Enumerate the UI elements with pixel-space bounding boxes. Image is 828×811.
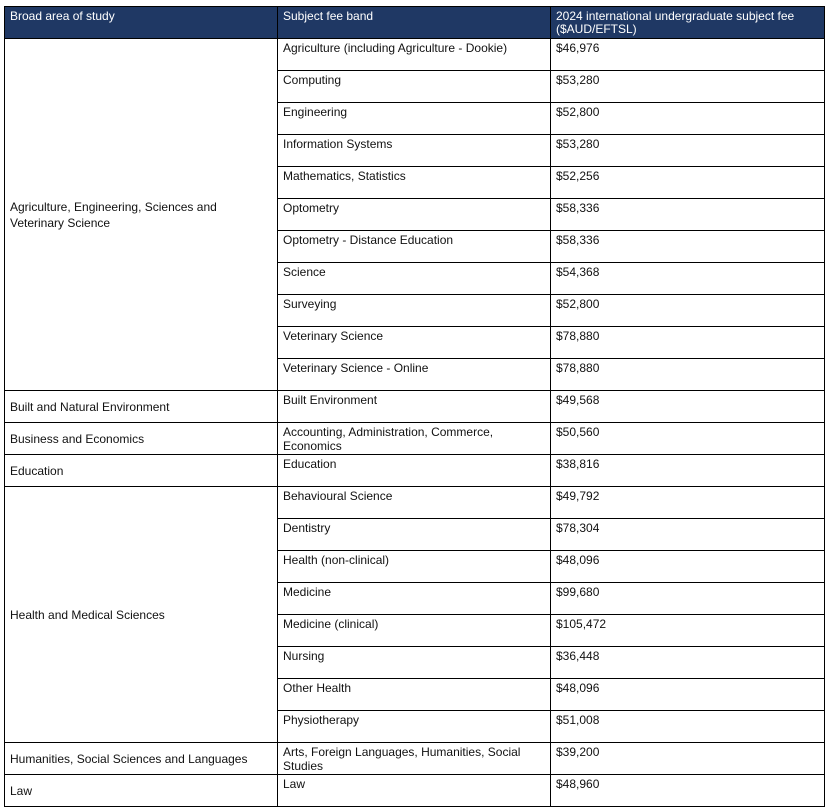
broad-area-cell: Agriculture, Engineering, Sciences and Veterinary Science [5,39,278,391]
fee-cell: $52,800 [551,295,825,327]
fee-cell: $36,448 [551,647,825,679]
fee-cell: $49,792 [551,487,825,519]
broad-area-cell: Education [5,455,278,487]
subject-fee-band-cell: Dentistry [278,519,551,551]
fee-cell: $48,096 [551,679,825,711]
fee-cell: $48,096 [551,551,825,583]
table-row [5,39,825,71]
fee-cell: $78,304 [551,519,825,551]
subject-fee-band-cell: Physiotherapy [278,711,551,743]
subject-fee-band-cell: Information Systems [278,135,551,167]
subject-fee-band-cell: Computing [278,71,551,103]
broad-area-cell: Law [5,775,278,807]
table-row [5,455,825,487]
subject-fee-band-cell: Agriculture (including Agriculture - Dookie) [278,39,551,71]
subject-fee-band-cell: Medicine (clinical) [278,615,551,647]
subject-fee-table [4,6,825,807]
subject-fee-band-cell: Education [278,455,551,487]
table-row [5,423,825,455]
header-fee: 2024 international undergraduate subject fee ($AUD/EFTSL) [551,7,825,39]
subject-fee-band-cell: Law [278,775,551,807]
fee-cell: $58,336 [551,231,825,263]
fee-cell: $48,960 [551,775,825,807]
subject-fee-band-cell: Surveying [278,295,551,327]
subject-fee-band-cell: Mathematics, Statistics [278,167,551,199]
subject-fee-band-cell: Optometry [278,199,551,231]
fee-cell: $78,880 [551,327,825,359]
fee-cell: $53,280 [551,135,825,167]
fee-cell: $105,472 [551,615,825,647]
broad-area-cell: Business and Economics [5,423,278,455]
fee-cell: $58,336 [551,199,825,231]
fee-cell: $54,368 [551,263,825,295]
subject-fee-band-cell: Optometry - Distance Education [278,231,551,263]
subject-fee-band-cell: Built Environment [278,391,551,423]
subject-fee-band-cell: Other Health [278,679,551,711]
fee-cell: $46,976 [551,39,825,71]
subject-fee-band-cell: Health (non-clinical) [278,551,551,583]
fee-cell: $39,200 [551,743,825,775]
subject-fee-band-cell: Science [278,263,551,295]
header-broad-area: Broad area of study [5,7,278,39]
fee-cell: $99,680 [551,583,825,615]
table-row [5,487,825,519]
subject-fee-band-cell: Veterinary Science - Online [278,359,551,391]
broad-area-cell: Humanities, Social Sciences and Languages [5,743,278,775]
subject-fee-band-cell: Nursing [278,647,551,679]
broad-area-cell: Health and Medical Sciences [5,487,278,743]
fee-cell: $53,280 [551,71,825,103]
fee-cell: $51,008 [551,711,825,743]
subject-fee-band-cell: Veterinary Science [278,327,551,359]
table-row [5,775,825,807]
subject-fee-band-cell: Arts, Foreign Languages, Humanities, Social Studies [278,743,551,775]
subject-fee-band-cell: Accounting, Administration, Commerce, Economics [278,423,551,455]
fee-cell: $49,568 [551,391,825,423]
fee-cell: $52,256 [551,167,825,199]
subject-fee-band-cell: Engineering [278,103,551,135]
table-row [5,743,825,775]
fee-cell: $52,800 [551,103,825,135]
header-subject-fee-band: Subject fee band [278,7,551,39]
subject-fee-band-cell: Medicine [278,583,551,615]
table-body [5,39,825,807]
fee-cell: $78,880 [551,359,825,391]
fee-cell: $50,560 [551,423,825,455]
subject-fee-band-cell: Behavioural Science [278,487,551,519]
table-header-row [5,7,825,39]
broad-area-cell: Built and Natural Environment [5,391,278,423]
table-row [5,391,825,423]
fee-cell: $38,816 [551,455,825,487]
